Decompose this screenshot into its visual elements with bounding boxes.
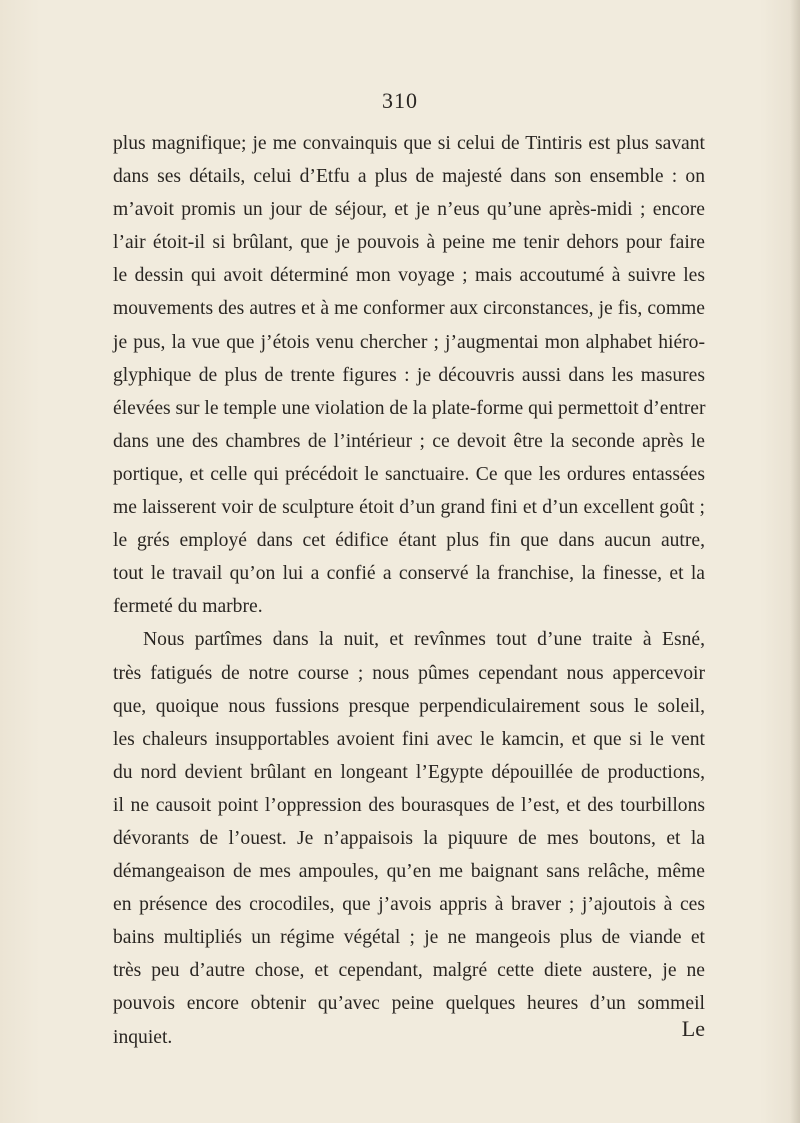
text-line: m’avoit promis un jour de séjour, et je n’eus qu’une après-midi ; encore xyxy=(113,199,705,221)
text-line: démangeaison de mes ampoules, qu’en me baignant sans relâche, même xyxy=(113,861,705,883)
text-line: pouvois encore obtenir qu’avec peine quelques heures d’un sommeil xyxy=(113,993,705,1015)
text-line: du nord devient brûlant en longeant l’Egypte dépouillée de productions, xyxy=(113,761,705,783)
text-line: portique, et celle qui précédoit le sanctuaire. Ce que les ordures entassées xyxy=(113,463,705,485)
catchword: Le xyxy=(681,1016,705,1041)
paragraph-end-line: fermeté du marbre. xyxy=(113,596,263,618)
text-line: en présence des crocodiles, que j’avois appris à braver ; j’ajoutois à ces xyxy=(113,894,705,916)
text-line: élevées sur le temple une violation de la plate-forme qui permettoit d’entrer xyxy=(113,397,706,419)
text-line: le dessin qui avoit déterminé mon voyage ; mais accoutumé à suivre les xyxy=(113,265,705,287)
text-line: tout le travail qu’on lui a confié a conservé la franchise, la finesse, et la xyxy=(113,563,705,585)
text-line: les chaleurs insupportables avoient fini avec le kamcin, et que si le vent xyxy=(113,728,705,750)
text-line: il ne causoit point l’oppression des bourasques de l’est, et des tourbillons xyxy=(113,794,705,816)
page-edge-shadow xyxy=(790,0,800,1123)
text-line: plus magnifique; je me convainquis que si celui de Tintiris est plus savant xyxy=(113,133,705,154)
paragraph-end-line: inquiet. xyxy=(113,1026,173,1048)
text-line: l’air étoit-il si brûlant, que je pouvois à peine me tenir dehors pour faire xyxy=(113,232,705,254)
text-line: bains multipliés un régime végétal ; je ne mangeois plus de viande et xyxy=(113,927,705,949)
page-number: 310 xyxy=(382,88,418,113)
text-line: très fatigués de notre course ; nous pûmes cependant nous appercevoir xyxy=(113,662,705,684)
text-line: mouvements des autres et à me conformer aux circonstances, je fis, comme xyxy=(113,298,705,320)
paragraph-start-line: Nous partîmes dans la nuit, et revînmes tout d’une traite à Esné, xyxy=(143,629,705,651)
text-line: dévorants de l’ouest. Je n’appaisois la piquure de mes boutons, et la xyxy=(113,827,705,849)
text-line: me laisserent voir de sculpture étoit d’un grand fini et d’un excellent goût ; xyxy=(113,497,705,519)
text-line: glyphique de plus de trente figures : je découvris aussi dans les masures xyxy=(113,364,705,386)
text-line: je pus, la vue que j’étois venu chercher ; j’augmentai mon alphabet hiéro- xyxy=(113,331,705,353)
text-line: dans une des chambres de l’intérieur ; ce devoit être la seconde après le xyxy=(113,430,705,452)
body-text xyxy=(113,127,705,1054)
text-line: le grés employé dans cet édifice étant plus fin que dans aucun autre, xyxy=(113,530,705,552)
text-line: que, quoique nous fussions presque perpendiculairement sous le soleil, xyxy=(113,695,705,717)
text-line: très peu d’autre chose, et cependant, malgré cette diete austere, je ne xyxy=(113,960,705,982)
text-line: dans ses détails, celui d’Etfu a plus de majesté dans son ensemble : on xyxy=(113,166,705,188)
